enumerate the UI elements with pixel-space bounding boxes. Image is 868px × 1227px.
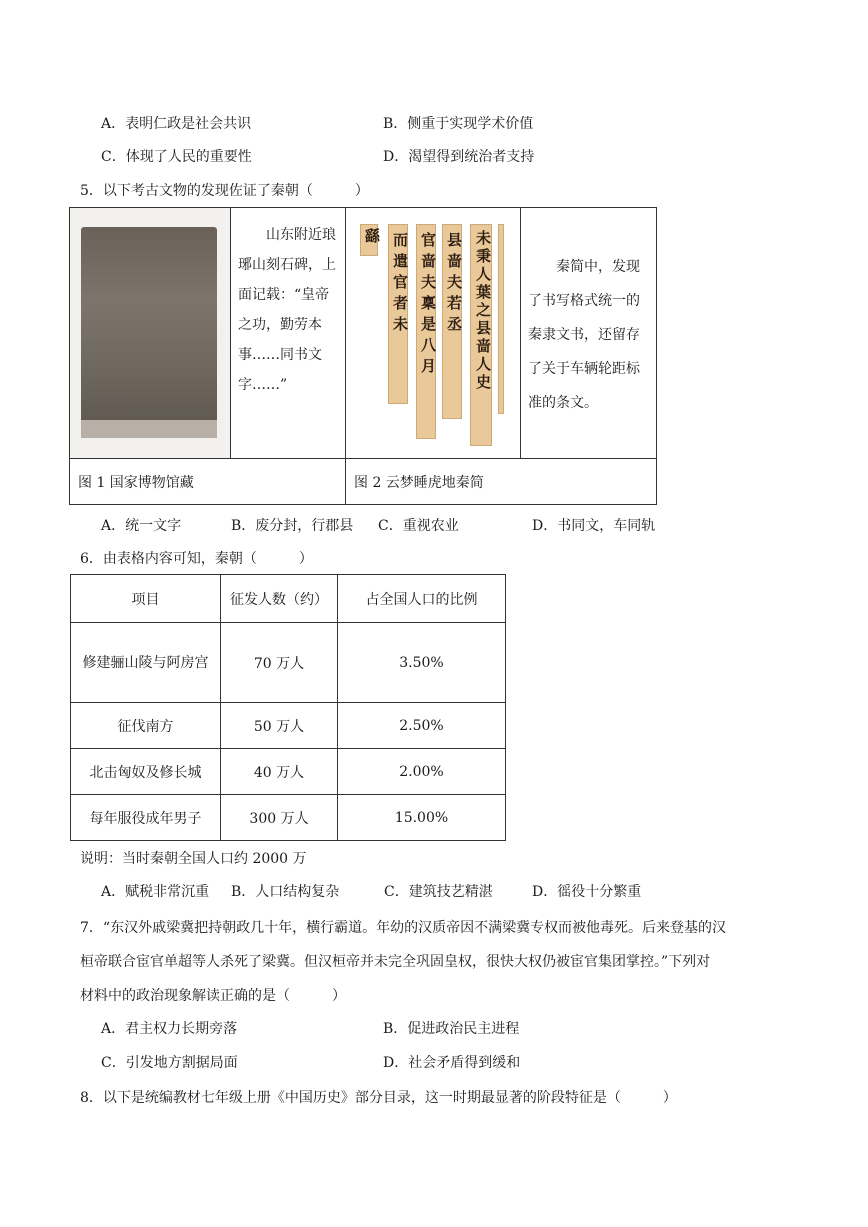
table-cell: 70 万人 [221,623,338,703]
fig2-caption: 图 2 云梦睡虎地秦简 [354,475,484,491]
table-cell: 每年服役成年男子 [71,795,221,841]
q7-option-a: A．君主权力长期旁落 [101,1021,238,1037]
q5-stem: 5．以下考古文物的发现佐证了秦朝（ ） [80,183,369,199]
table-header: 项目 [71,575,221,623]
q6-option-b: B．人口结构复杂 [231,884,340,900]
q5-option-d: D．书同文，车同轨 [532,518,656,534]
table-header: 占全国人口的比例 [338,575,506,623]
table-cell: 2.00% [338,749,506,795]
q7-text-line-1: 7．“东汉外戚梁冀把持朝政几十年，横行霸道。年幼的汉质帝因不满梁冀专权而被他毒死。后来登基的汉 [80,920,727,936]
table-cell: 15.00% [338,795,506,841]
slip-text-4: 县啬夫若丞 [445,232,463,337]
fig1-caption: 图 1 国家博物馆藏 [78,475,194,491]
slip-text-3: 官啬夫稟是八月 [419,232,437,379]
table-cell: 北击匈奴及修长城 [71,749,221,795]
table-row [71,623,506,703]
q7-text-line-2: 桓帝联合宦官单超等人杀死了梁冀。但汉桓帝并未完全巩固皇权，很快大权仍被宦官集团掌控。”下列对 [80,954,711,970]
q4-option-b: B．侧重于实现学术价值 [383,116,534,132]
conscription-table [70,574,506,841]
table-cell: 300 万人 [221,795,338,841]
q6-option-a: A．赋税非常沉重 [101,884,210,900]
slip-text-1: 繇 [363,228,381,249]
q5-option-c: C．重视农业 [378,518,459,534]
q8-stem: 8．以下是统编教材七年级上册《中国历史》部分目录，这一时期最显著的阶段特征是（ ） [80,1090,677,1106]
q5-option-b: B．废分封，行郡县 [231,518,354,534]
table-cell: 征伐南方 [71,703,221,749]
fig2-description: 秦简中，发现了书写格式统一的秦隶文书，还留存了关于车辆轮距标准的条文。 [528,259,640,411]
q4-option-a: A．表明仁政是社会共识 [101,116,252,132]
table-row [71,749,506,795]
q6-note: 说明：当时秦朝全国人口约 2000 万 [80,851,307,867]
table-header: 征发人数（约） [221,575,338,623]
slip-text-2: 而遣官者未 [391,232,409,337]
table-row [71,795,506,841]
q7-text-line-3: 材料中的政治现象解读正确的是（ ） [80,988,346,1004]
q7-option-c: C．引发地方割据局面 [101,1055,238,1071]
q5-figure-table [69,207,657,505]
slip-text-5: 未秉人葉之县啬人史 [474,230,492,392]
bamboo-slips-photo [346,208,520,458]
table-cell: 修建骊山陵与阿房宫 [71,623,221,703]
q6-option-c: C．建筑技艺精湛 [384,884,493,900]
table-cell: 3.50% [338,623,506,703]
table-cell: 2.50% [338,703,506,749]
q4-option-d: D．渴望得到统治者支持 [383,149,535,165]
table-header-row [71,575,506,623]
q6-option-d: D．徭役十分繁重 [532,884,642,900]
q4-option-c: C．体现了人民的重要性 [101,149,252,165]
table-row [71,703,506,749]
stele-photo [70,208,230,458]
q6-stem: 6．由表格内容可知，秦朝（ ） [80,551,313,567]
fig1-description: 山东附近琅琊山刻石碑，上面记载：“皇帝之功，勤劳本事……同书文字……” [238,227,336,393]
q5-option-a: A．统一文字 [101,518,182,534]
table-cell: 40 万人 [221,749,338,795]
q7-option-d: D．社会矛盾得到缓和 [383,1055,521,1071]
table-cell: 50 万人 [221,703,338,749]
q7-option-b: B．促进政治民主进程 [383,1021,520,1037]
